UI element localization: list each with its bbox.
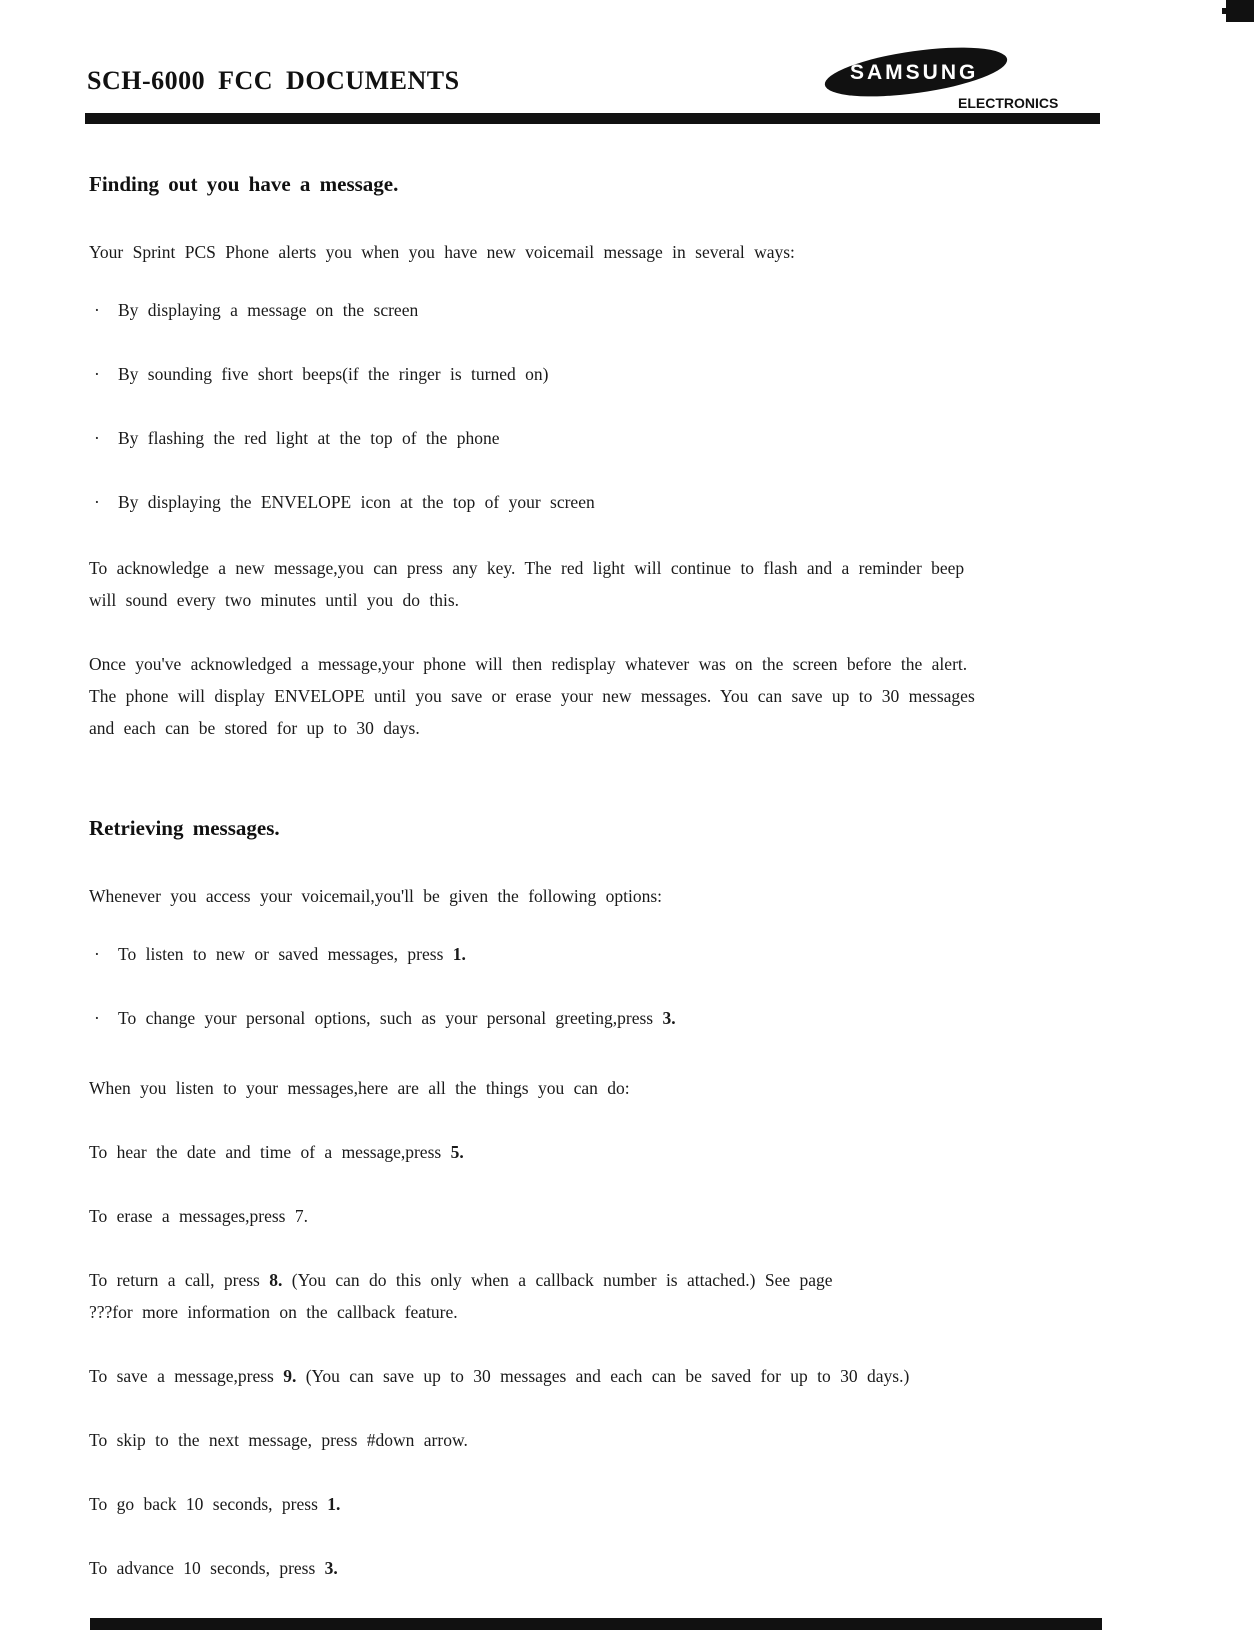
bullet-marker: ·: [94, 492, 100, 512]
header-rule: [85, 113, 1100, 124]
option-personal-key: 3.: [662, 1008, 676, 1028]
samsung-logo: [824, 44, 1024, 98]
item-return-rest: (You can do this only when a callback number is attached.) See page: [291, 1270, 833, 1290]
bullet-marker: ·: [94, 944, 100, 964]
option-listen: [118, 944, 466, 965]
item-advance-text: To advance 10 seconds, press: [89, 1558, 316, 1578]
item-save-text: To save a message,press: [89, 1366, 274, 1386]
option-listen-key: 1.: [452, 944, 466, 964]
item-back-key: 1.: [327, 1494, 341, 1514]
scan-corner-mark-small: [1222, 8, 1232, 14]
bullet-item: By sounding five short beeps(if the ringer is turned on): [118, 364, 549, 384]
item-save-rest: (You can save up to 30 messages and each can be saved for up to 30 days.): [305, 1366, 910, 1386]
redisplay-paragraph-line1: Once you've acknowledged a message,your phone will then redisplay whatever was on the screen before the alert.: [89, 654, 968, 674]
logo-subtitle: ELECTRONICS: [958, 95, 1059, 111]
section2-intro: Whenever you access your voicemail,you'll be given the following options:: [89, 886, 663, 906]
item-date-key: 5.: [450, 1142, 464, 1162]
section-heading-finding: Finding out you have a message.: [89, 172, 399, 196]
document-title: SCH-6000 FCC DOCUMENTS: [87, 66, 460, 95]
item-erase: To erase a messages,press 7.: [89, 1206, 308, 1226]
bullet-item: By displaying the ENVELOPE icon at the top of your screen: [118, 492, 595, 512]
footer-rule: [90, 1618, 1102, 1630]
samsung-logo-text: SAMSUNG: [850, 61, 979, 84]
item-date-text: To hear the date and time of a message,press: [89, 1142, 442, 1162]
option-listen-text: To listen to new or saved messages, press: [118, 944, 444, 964]
item-skip: To skip to the next message, press #down arrow.: [89, 1430, 468, 1450]
bullet-marker: ·: [94, 300, 100, 320]
acknowledge-paragraph-line1: To acknowledge a new message,you can press any key. The red light will continue to flash and a reminder beep: [89, 558, 965, 578]
section1-intro: Your Sprint PCS Phone alerts you when you have new voicemail message in several ways:: [89, 242, 795, 262]
redisplay-paragraph-line3: and each can be stored for up to 30 days.: [89, 718, 420, 738]
listen-intro: When you listen to your messages,here are all the things you can do:: [89, 1078, 630, 1098]
bullet-item: By displaying a message on the screen: [118, 300, 419, 320]
item-return-line2: ???for more information on the callback feature.: [89, 1302, 458, 1322]
item-save-key: 9.: [283, 1366, 297, 1386]
redisplay-paragraph-line2: The phone will display ENVELOPE until you save or erase your new messages. You can save up to 30 messages: [89, 686, 975, 706]
acknowledge-paragraph-line2: will sound every two minutes until you do this.: [89, 590, 460, 610]
item-return-call: [89, 1264, 833, 1296]
bullet-item: By flashing the red light at the top of the phone: [118, 428, 500, 448]
item-back-text: To go back 10 seconds, press: [89, 1494, 318, 1514]
bullet-marker: ·: [94, 428, 100, 448]
item-advance: [89, 1552, 338, 1584]
item-save: [89, 1360, 909, 1392]
option-personal: [118, 1008, 676, 1029]
option-personal-text: To change your personal options, such as your personal greeting,press: [118, 1008, 654, 1028]
item-return-text: To return a call, press: [89, 1270, 260, 1290]
bullet-marker: ·: [94, 1008, 100, 1028]
bullet-marker: ·: [94, 364, 100, 384]
item-date-time: [89, 1136, 464, 1168]
item-go-back: [89, 1488, 340, 1520]
section-heading-retrieving: Retrieving messages.: [89, 816, 280, 840]
item-advance-key: 3.: [324, 1558, 338, 1578]
item-return-key: 8.: [269, 1270, 283, 1290]
